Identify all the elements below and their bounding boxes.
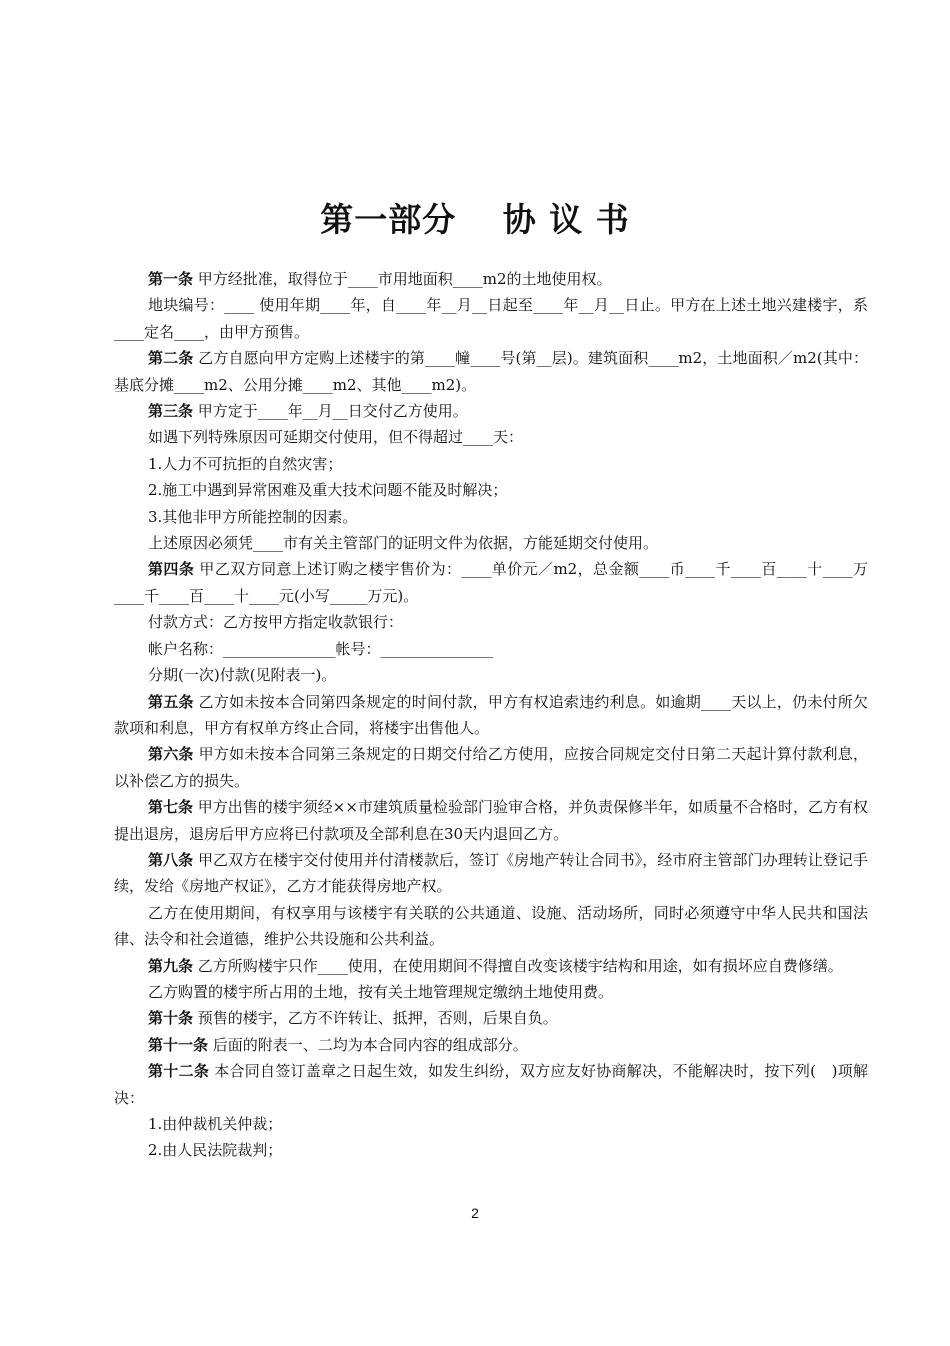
article-label: 第三条 — [148, 402, 194, 421]
article-label: 第十一条 — [148, 1035, 209, 1054]
paragraph-text: 预售的楼宇，乙方不许转让、抵押，否则，后果自负。 — [193, 1009, 558, 1028]
paragraph-text: 付款方式：乙方按甲方指定收款银行： — [148, 613, 404, 632]
paragraph — [114, 504, 868, 530]
paragraph — [114, 266, 868, 292]
paragraph-text: 分期(一次)付款(见附表一)。 — [148, 666, 337, 685]
paragraph — [114, 741, 868, 794]
paragraph-text: 甲乙双方同意上述订购之楼宇售价为：____单价元／m2，总金额____币____千____百____十____万____千____百____十____元(小写_____万元)。 — [114, 560, 868, 605]
paragraph — [114, 556, 868, 609]
paragraph-text: 乙方所购楼宇只作____使用，在使用期间不得擅自改变该楼宇结构和用途，如有损坏应自费修缮。 — [193, 956, 843, 975]
paragraph-text: 甲方如未按本合同第三条规定的日期交付给乙方使用，应按合同规定交付日第二天起计算付款利息，以补偿乙方的损失。 — [114, 745, 868, 790]
paragraph — [114, 1111, 868, 1137]
paragraph-text: 乙方如未按本合同第四条规定的时间付款，甲方有权追索违约利息。如逾期____天以上，仍未付所欠款项和利息，甲方有权单方终止合同，将楼宇出售他人。 — [114, 692, 868, 737]
article-label: 第四条 — [148, 560, 195, 579]
article-label: 第六条 — [148, 745, 194, 764]
paragraph — [114, 1058, 868, 1111]
paragraph-text: 乙方在使用期间，有权享用与该楼宇有关联的公共通道、设施、活动场所，同时必须遵守中华人民共和国法律、法令和社会道德，维护公共设施和公共利益。 — [114, 903, 868, 949]
paragraph-text: 2.施工中遇到异常困难及重大技术问题不能及时解决； — [148, 481, 508, 500]
page-title: 第一部分 协 议 书 — [320, 200, 630, 239]
article-label: 第七条 — [148, 798, 194, 817]
paragraph — [114, 662, 868, 688]
paragraph — [114, 292, 868, 345]
paragraph — [114, 979, 868, 1005]
paragraph-text: 后面的附表一、二均为本合同内容的组成部分。 — [208, 1035, 528, 1054]
paragraph-text: 3.其他非甲方所能控制的因素。 — [148, 507, 358, 526]
article-label: 第十条 — [148, 1009, 194, 1028]
paragraph — [114, 794, 868, 847]
paragraph — [114, 530, 868, 556]
paragraph-text: 1.由仲裁机关仲裁； — [148, 1115, 283, 1133]
paragraph — [114, 1032, 868, 1058]
paragraph-text: 乙方自愿向甲方定购上述楼宇的第____幢____号(第__层)。建筑面积____m2，土地面积／m2(其中：基底分摊____m2、公用分摊____m2、其他____m2)。 — [114, 349, 868, 394]
paragraph — [114, 398, 868, 424]
paragraph — [114, 689, 868, 742]
paragraph — [114, 953, 868, 979]
article-label: 第二条 — [148, 349, 194, 368]
paragraph-text: 帐户名称：_______________帐号：_______________ — [148, 639, 494, 658]
paragraph-text: 甲乙双方在楼宇交付使用并付清楼款后，签订《房地产转让合同书》，经市府主管部门办理转让登记手续，发给《房地产权证》，乙方才能获得房地产权。 — [114, 850, 868, 896]
article-label: 第一条 — [148, 270, 194, 288]
contract-body — [114, 266, 868, 1164]
paragraph — [114, 1137, 868, 1163]
paragraph — [114, 451, 868, 477]
paragraph-text: 甲方经批准，取得位于____市用地面积____m2的土地使用权。 — [193, 270, 612, 288]
paragraph — [114, 636, 868, 662]
article-label: 第九条 — [148, 956, 194, 975]
paragraph-text: 乙方购置的楼宇所占用的土地，按有关土地管理规定缴纳土地使用费。 — [148, 982, 614, 1001]
paragraph-text: 上述原因必须凭____市有关主管部门的证明文件为依据，方能延期交付使用。 — [148, 534, 659, 553]
paragraph-text: 如遇下列特殊原因可延期交付使用，但不得超过____天： — [148, 428, 524, 447]
article-label: 第五条 — [148, 692, 194, 711]
paragraph-text: 2.由人民法院裁判； — [148, 1141, 283, 1160]
paragraph — [114, 609, 868, 635]
page-number: 2 — [471, 1205, 479, 1221]
article-label: 第十二条 — [148, 1062, 210, 1081]
paragraph-text: 本合同自签订盖章之日起生效，如发生纠纷，双方应友好协商解决，不能解决时，按下列( )项解决： — [114, 1062, 868, 1107]
paragraph — [114, 900, 868, 953]
article-label: 第八条 — [148, 850, 194, 869]
paragraph-text: 1.人力不可抗拒的自然灾害； — [148, 454, 343, 473]
paragraph — [114, 345, 868, 398]
paragraph — [114, 1005, 868, 1031]
paragraph-text: 甲方定于____年__月__日交付乙方使用。 — [193, 402, 468, 421]
paragraph — [114, 477, 868, 503]
paragraph — [114, 847, 868, 900]
paragraph-text: 地块编号：____ 使用年期____年，自____年__月__日起至____年__月__日止。甲方在上述土地兴建楼宇，系____定名____，由甲方预售。 — [114, 296, 868, 341]
paragraph-text: 甲方出售的楼宇须经××市建筑质量检验部门验审合格，并负责保修半年，如质量不合格时，乙方有权提出退房，退房后甲方应将已付款项及全部利息在30天内退回乙方。 — [114, 798, 868, 843]
paragraph — [114, 424, 868, 450]
